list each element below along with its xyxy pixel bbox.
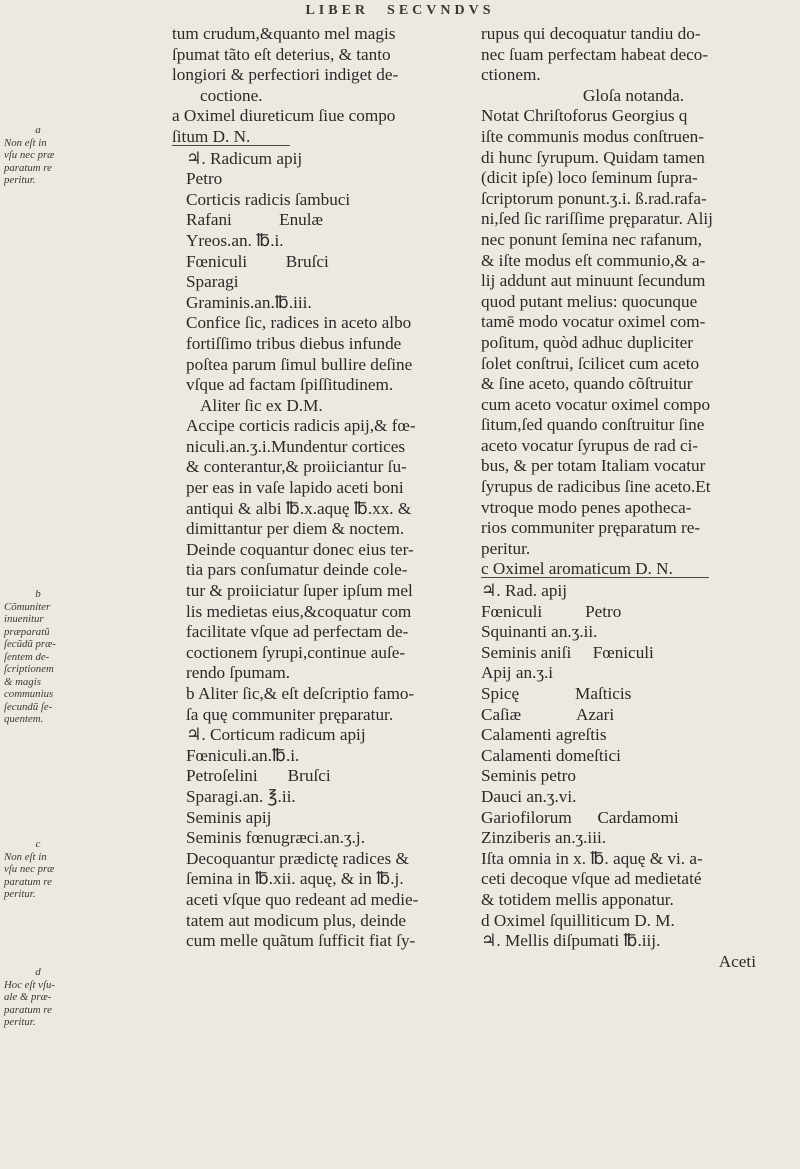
text-line: tur & proiiciatur ſuper ipſum mel	[186, 581, 413, 601]
text-line: per eas in vaſe lapido aceti boni	[186, 478, 404, 498]
catchword: Aceti	[718, 951, 756, 971]
text-line: bus, & per totam Italiam vocatur	[481, 456, 706, 476]
text-line: rupus qui decoquatur tandiu do-	[481, 24, 701, 43]
margin-note-line: ſecundũ ſe-	[4, 700, 53, 713]
margin-note-line: communius	[4, 688, 54, 700]
text-line: ſemina in ℔.xii. aquę, & in ℔.j.	[186, 869, 404, 889]
text-line: aceti vſque quo redeant ad medie-	[186, 889, 419, 909]
right-text-column	[481, 24, 786, 972]
recipe-heading: c Oximel aromaticum D. N.	[481, 559, 673, 579]
text-line: coctione.	[200, 85, 263, 105]
text-line: peritur.	[481, 538, 531, 558]
text-line: di hunc ſyrupum. Quidam tamen	[481, 147, 705, 167]
section-heading: Gloſa notanda.	[582, 85, 685, 105]
recipe-heading-cont: ſitum D. N.	[172, 126, 251, 146]
margin-note-line: peritur.	[4, 888, 36, 900]
text-line: ni,ſed ſic rariſſime pręparatur. Alij	[481, 209, 713, 229]
text-line: Decoquantur prædictę radices &	[186, 848, 409, 868]
text-line: & conterantur,& proiiciantur ſu-	[186, 457, 407, 477]
text-line: Aliter ſic ex D.M.	[200, 395, 323, 415]
text-line: Seminis petro	[481, 766, 577, 786]
header-left: LIBER	[305, 3, 370, 18]
text-line: tamē modo vocatur oximel com-	[481, 312, 706, 332]
text-line: tum crudum,&quanto mel magis	[172, 24, 396, 43]
text-line: Rafani Enulæ	[186, 210, 324, 230]
text-line: cum aceto vocatur oximel compo	[481, 394, 711, 414]
text-line: ♃. Radicum apij	[186, 148, 303, 168]
text-line: ſcriptorum ponunt.ʒ.i. ß.rad.rafa-	[481, 188, 707, 208]
text-line: Graminis.an.℔.iii.	[186, 292, 312, 312]
text-line: Notat Chriſtoforus Georgius q	[481, 106, 688, 126]
text-line: Caſiæ Azari	[481, 704, 615, 724]
margin-note-line: inuenitur	[4, 613, 44, 625]
text-line: Deinde coquantur donec eius ter-	[186, 539, 414, 559]
text-line: Sparagi	[186, 272, 239, 292]
text-line: Squinanti an.ʒ.ii.	[481, 622, 598, 642]
margin-note-b	[4, 588, 72, 726]
margin-note-line: quentem.	[4, 713, 44, 725]
text-line: vſque ad factam ſpiſſitudinem.	[186, 375, 394, 395]
margin-note-line: Non eſt in	[4, 850, 47, 863]
margin-note-line: paratum re	[4, 161, 52, 174]
text-line: ſa quę communiter pręparatur.	[186, 704, 394, 724]
margin-note-d	[4, 966, 72, 1029]
text-line: nec ſuam perfectam habeat deco-	[481, 44, 709, 64]
text-line: tia pars conſumatur deinde cole-	[186, 560, 408, 580]
text-line: b Aliter ſic,& eſt deſcriptio famo-	[186, 684, 415, 703]
text-line: Calamenti agreſtis	[481, 725, 607, 745]
text-line: Zinziberis an.ʒ.iii.	[481, 828, 607, 848]
margin-note-line: Cõmuniter	[4, 600, 51, 613]
margin-note-line: ſentem de-	[4, 650, 50, 663]
text-line: Confice ſic, radices in aceto albo	[186, 313, 412, 333]
margin-note-line: Non eſt in	[4, 136, 47, 149]
text-line: cum melle quãtum ſufficit fiat ſy-	[186, 931, 416, 951]
text-line: ♃. Corticum radicum apij	[186, 725, 366, 745]
text-line: aceto vocatur ſyrupus de rad ci-	[481, 435, 699, 455]
margin-note-line: paratum re	[4, 875, 52, 888]
margin-note-key: d	[35, 966, 41, 978]
text-line: Spicę Maſticis	[481, 684, 632, 703]
text-line: Calamenti domeſtici	[481, 745, 621, 765]
margin-note-line: præparatũ	[4, 625, 50, 638]
text-line: nec ponunt ſemina nec rafanum,	[481, 229, 702, 249]
margin-note-line: peritur.	[4, 1016, 36, 1028]
text-line: antiqui & albi ℔.x.aquę ℔.xx. &	[186, 498, 412, 518]
margin-note-line: ſecũdũ præ-	[4, 638, 56, 650]
text-line: rios communiter pręparatum re-	[481, 518, 701, 538]
margin-note-line: vſu nec præ	[4, 863, 55, 875]
text-line: poſtea parum ſimul bullire deſine	[186, 354, 413, 374]
margin-note-line: ſcriptionem	[4, 663, 54, 675]
text-line: Fœniculi.an.℔.i.	[186, 745, 300, 765]
text-line: lis medietas eius,&coquatur com	[186, 601, 412, 621]
text-line: longiori & perfectiori indiget de-	[172, 65, 399, 85]
margin-note-line: ale & præ-	[4, 991, 52, 1003]
running-header	[0, 3, 800, 19]
text-line: ♃. Mellis diſpumati ℔.iij.	[481, 931, 661, 951]
text-line: (dicit ipſe) loco ſeminum ſupra-	[481, 168, 698, 188]
text-line: & ſine aceto, quando cõſtruitur	[481, 374, 693, 394]
text-line: ♃. Rad. apij	[481, 581, 568, 601]
margin-note-line: Hoc eſt vſu-	[4, 978, 55, 991]
text-line: Iſta omnia in x. ℔. aquę & vi. a-	[481, 848, 703, 868]
text-line: Seminis apij	[186, 807, 272, 827]
text-line: Seminis fœnugræci.an.ʒ.j.	[186, 828, 366, 848]
text-line: vtroque modo penes apotheca-	[481, 497, 692, 517]
text-line: ctionem.	[481, 65, 541, 85]
margin-note-a	[4, 124, 72, 187]
text-line: ſitum,ſed quando conſtruitur ſine	[481, 415, 705, 435]
margin-note-key: c	[35, 838, 41, 850]
margin-note-line: paratum re	[4, 1003, 52, 1016]
text-line: Corticis radicis ſambuci	[186, 189, 351, 209]
text-line: ſyrupus de radicibus ſine aceto.Et	[481, 477, 711, 497]
text-line: Fœniculi Petro	[481, 601, 622, 621]
text-line: Petroſelini Bruſci	[186, 766, 331, 786]
text-line: Seminis aniſi Fœniculi	[481, 642, 654, 662]
margin-note-c	[4, 838, 72, 901]
text-line: fortiſſimo tribus diebus infunde	[186, 333, 402, 353]
text-line: Sparagi.an. ℥.ii.	[186, 786, 296, 806]
text-line: Gariofilorum Cardamomi	[481, 807, 679, 827]
text-line: rendo ſpumam.	[186, 663, 291, 683]
text-line: coctionem ſyrupi,continue auſe-	[186, 642, 406, 662]
text-line: Petro	[186, 169, 223, 189]
text-line: ceti decoque vſque ad medietaté	[481, 869, 702, 889]
text-line: poſitum, quòd adhuc dupliciter	[481, 332, 693, 352]
margin-note-key: a	[35, 124, 41, 136]
text-line: & totidem mellis apponatur.	[481, 889, 674, 909]
margin-note-line: vſu nec præ	[4, 149, 55, 161]
left-text-column	[172, 24, 462, 952]
text-line: dimittantur per diem & noctem.	[186, 519, 405, 539]
text-line: Yreos.an. ℔.i.	[186, 230, 284, 250]
margin-note-line: peritur.	[4, 174, 36, 186]
text-line: niculi.an.ʒ.i.Mundentur cortices	[186, 436, 406, 456]
margin-note-line: & magis	[4, 675, 41, 688]
header-right: SECVNDVS	[387, 3, 495, 18]
text-line: ſolet conſtrui, ſcilicet cum aceto	[481, 353, 700, 373]
text-line: Fœniculi Bruſci	[186, 251, 329, 271]
recipe-heading: a Oximel diureticum ſiue compo	[172, 106, 396, 126]
text-line: ſpumat tãto eſt deterius, & tanto	[172, 44, 391, 64]
text-line: quod putant melius: quocunque	[481, 291, 698, 311]
text-line: facilitate vſque ad perfectam de-	[186, 622, 409, 642]
text-line: tatem aut modicum plus, deinde	[186, 910, 407, 930]
text-line: Accipe corticis radicis apij,& fœ-	[186, 416, 416, 436]
text-line: & iſte modus eſt communio,& a-	[481, 250, 706, 270]
margin-note-key: b	[35, 588, 41, 600]
text-line: d Oximel ſquilliticum D. M.	[481, 910, 675, 930]
text-line: Dauci an.ʒ.vi.	[481, 786, 577, 806]
text-line: lij addunt aut minuunt ſecundum	[481, 271, 706, 291]
text-line: Apij an.ʒ.i	[481, 663, 554, 683]
text-line: iſte communis modus conſtruen-	[481, 126, 704, 146]
